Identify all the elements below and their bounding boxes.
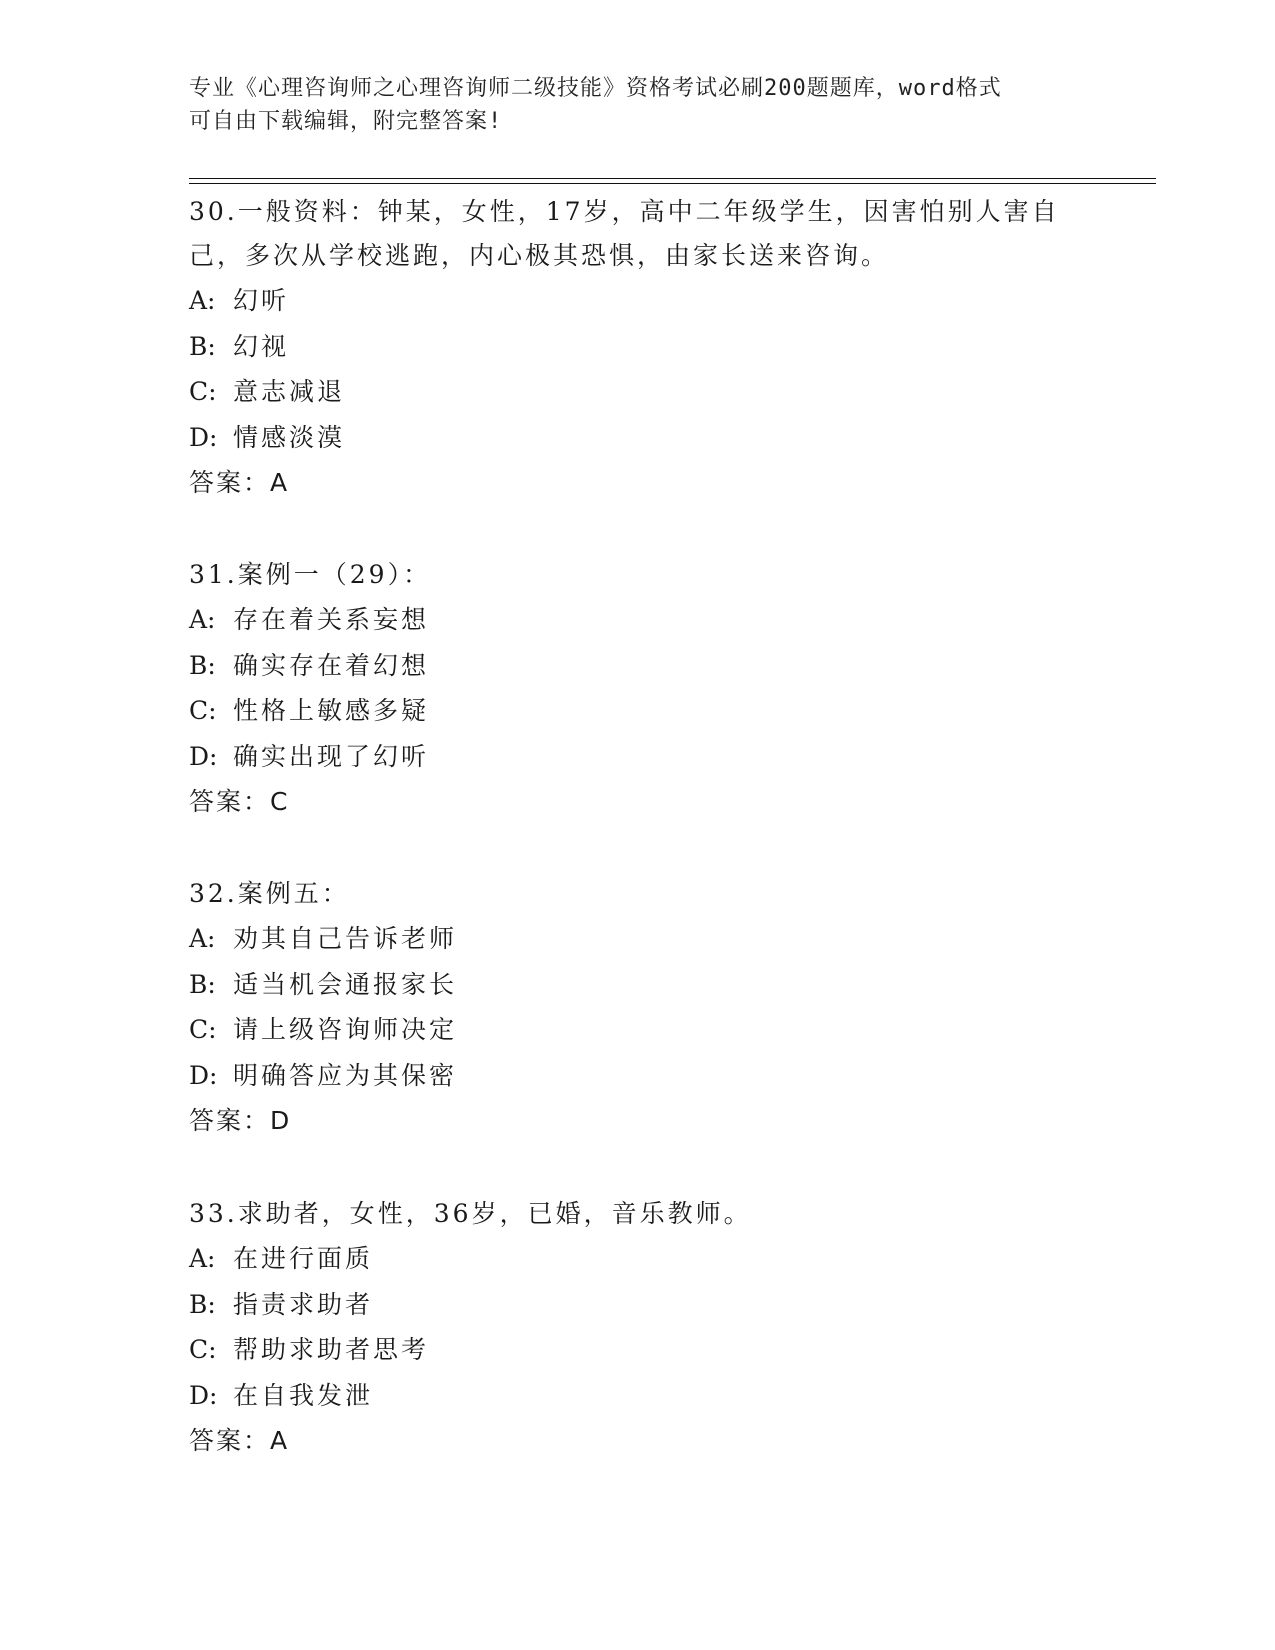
option-text: 确实存在着幻想 [233, 650, 430, 680]
option-a [189, 278, 1089, 324]
header-line-2: 可自由下载编辑，附完整答案! [189, 109, 503, 134]
option-text: 幻听 [233, 286, 290, 315]
option-letter: D: [189, 741, 218, 771]
answer-line: 答案：A [189, 1426, 290, 1455]
question-stem-line-1: 30.一般资料：钟某，女性，17岁，高中二年级学生，因害怕别人害自 [189, 197, 1060, 226]
option-letter: C: [189, 1015, 217, 1044]
question-31 [189, 553, 1089, 825]
question-stem-line-2: 己，多次从学校逃跑，内心极其恐惧，由家长送来咨询。 [189, 241, 890, 270]
option-b [189, 643, 1089, 689]
question-33 [189, 1192, 1089, 1464]
header-divider-top [189, 178, 1156, 179]
question-32 [189, 872, 1089, 1144]
answer-line: 答案：D [189, 1106, 292, 1135]
option-letter: D: [189, 1060, 218, 1090]
option-b [189, 324, 1089, 370]
answer-line: 答案：C [189, 787, 290, 816]
question-30 [189, 190, 1089, 506]
option-letter: B: [189, 969, 216, 999]
option-a [189, 1236, 1089, 1282]
option-text: 适当机会通报家长 [233, 969, 458, 999]
option-c [189, 1007, 1089, 1053]
question-stem-line-1: 32.案例五： [189, 879, 350, 908]
question-stem-line-1: 33.求助者，女性，36岁，已婚，音乐教师。 [189, 1199, 752, 1228]
option-c [189, 1327, 1089, 1373]
header-line-1: 专业《心理咨询师之心理咨询师二级技能》资格考试必刷200题题库，word格式 [189, 76, 1002, 101]
option-c [189, 369, 1089, 415]
option-letter: B: [189, 650, 216, 680]
option-b [189, 962, 1089, 1008]
answer-line: 答案：A [189, 468, 290, 497]
option-text: 意志减退 [233, 377, 346, 406]
option-text: 存在着关系妄想 [233, 605, 430, 634]
option-text: 帮助求助者思考 [233, 1335, 430, 1364]
option-a [189, 916, 1089, 962]
option-a [189, 597, 1089, 643]
option-letter: D: [189, 422, 218, 452]
question-stem-line-1: 31.案例一（29）： [189, 560, 432, 589]
option-d [189, 1373, 1089, 1419]
option-d [189, 734, 1089, 780]
header-divider-bottom [189, 183, 1156, 184]
option-d [189, 415, 1089, 461]
option-text: 指责求助者 [233, 1289, 374, 1319]
option-text: 确实出现了幻听 [233, 741, 430, 771]
option-letter: A: [189, 1244, 216, 1273]
option-text: 在自我发泄 [233, 1380, 374, 1410]
option-letter: A: [189, 924, 216, 953]
option-text: 劝其自己告诉老师 [233, 924, 458, 953]
option-letter: C: [189, 1335, 217, 1364]
option-text: 性格上敏感多疑 [233, 696, 430, 725]
option-letter: C: [189, 696, 217, 725]
option-letter: B: [189, 1289, 216, 1319]
option-text: 在进行面质 [233, 1244, 374, 1273]
option-letter: A: [189, 605, 216, 634]
option-text: 请上级咨询师决定 [233, 1015, 458, 1044]
option-d [189, 1053, 1089, 1099]
option-c [189, 688, 1089, 734]
option-text: 情感淡漠 [233, 422, 346, 452]
option-letter: A: [189, 286, 216, 315]
option-b [189, 1282, 1089, 1328]
option-letter: D: [189, 1380, 218, 1410]
option-letter: C: [189, 377, 217, 406]
document-header [189, 72, 1089, 138]
option-text: 明确答应为其保密 [233, 1060, 458, 1090]
option-text: 幻视 [233, 331, 290, 361]
option-letter: B: [189, 331, 216, 361]
